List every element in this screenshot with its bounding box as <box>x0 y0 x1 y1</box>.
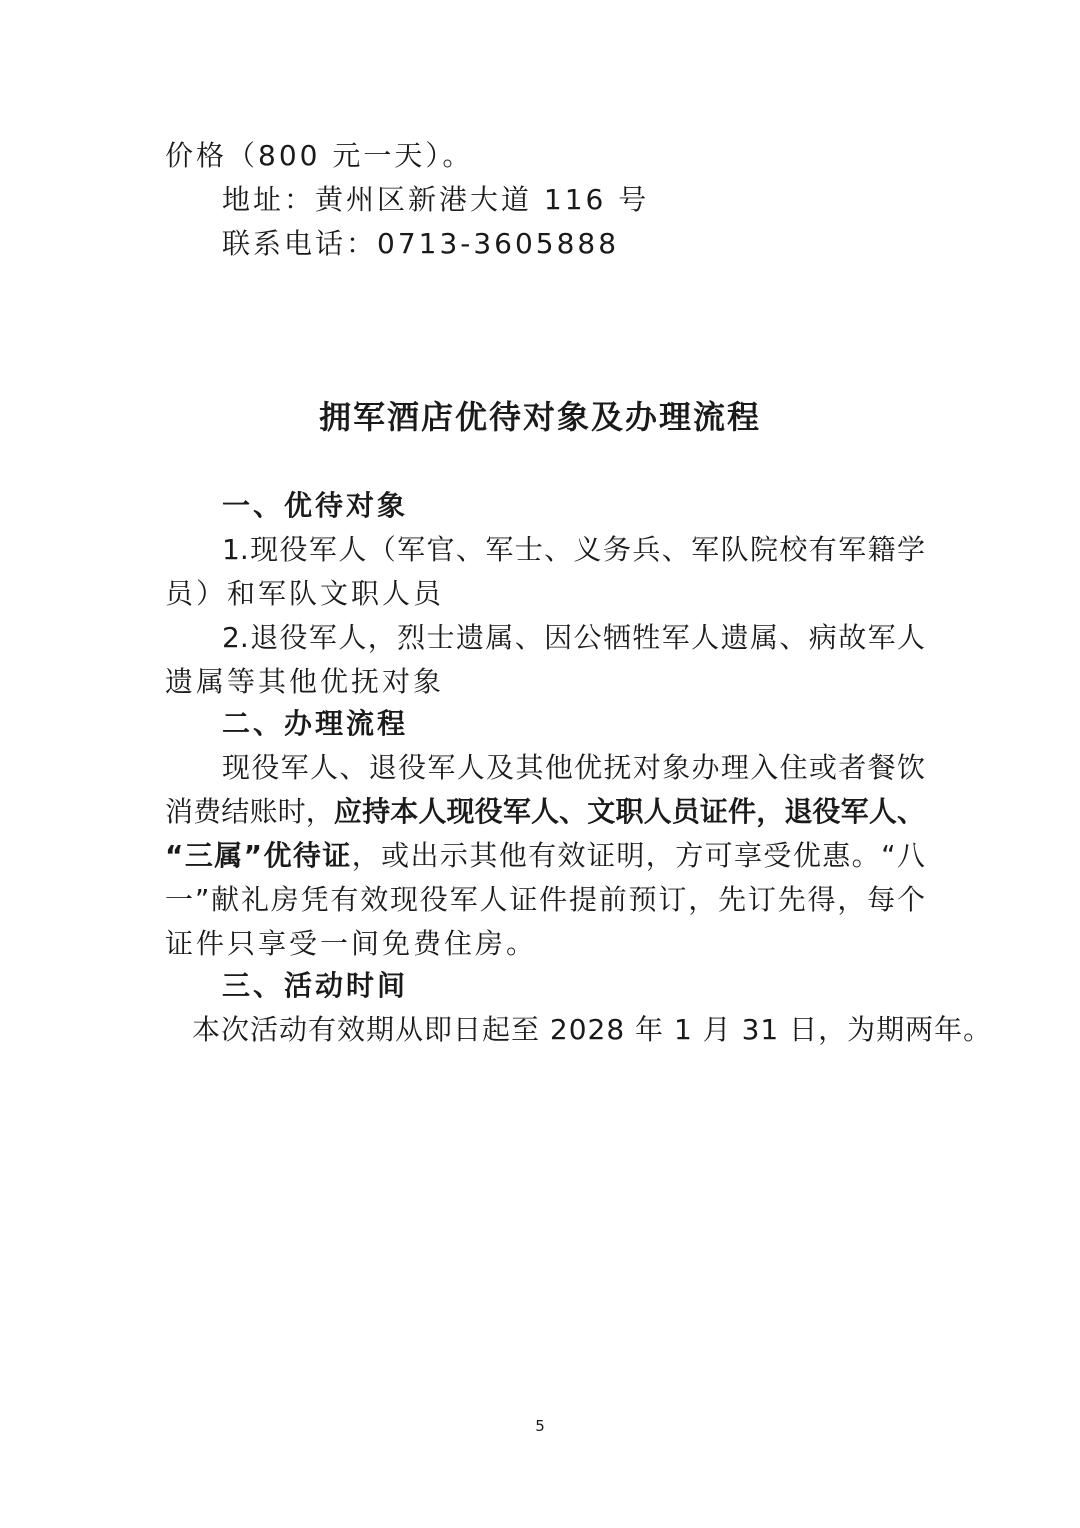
procedure-line-3 <box>165 834 925 878</box>
procedure-line-3-normal: ，或出示其他有效证明，方可享受优惠。“八 <box>351 839 925 872</box>
eligible-item-1-line-1: 1.现役军人（军官、军士、义务兵、军队院校有军籍学 <box>222 533 925 566</box>
document-title: 拥军酒店优待对象及办理流程 <box>318 398 761 436</box>
eligible-item-2-line-2: 遗属等其他优抚对象 <box>165 665 445 698</box>
procedure-line-2-normal: 消费结账时， <box>165 795 334 828</box>
address-line: 地址：黄州区新港大道 116 号 <box>222 183 650 216</box>
procedure-line-2 <box>165 790 925 834</box>
section-heading-procedure: 二、办理流程 <box>222 707 409 740</box>
page-number: 5 <box>535 1417 545 1435</box>
procedure-line-5: 证件只享受一间免费住房。 <box>165 927 538 960</box>
period-line-1: 本次活动有效期从即日起至 2028 年 1 月 31 日，为期两年。 <box>192 1013 993 1046</box>
section-heading-period: 三、活动时间 <box>222 969 409 1002</box>
phone-line: 联系电话：0713-3605888 <box>222 227 620 260</box>
procedure-line-3-bold: “三属”优待证 <box>165 839 352 872</box>
price-line: 价格（800 元一天）。 <box>165 139 474 172</box>
procedure-line-4: 一”献礼房凭有效现役军人证件提前预订，先订先得，每个 <box>165 883 925 916</box>
procedure-line-1: 现役军人、退役军人及其他优抚对象办理入住或者餐饮 <box>222 751 925 784</box>
procedure-line-2-bold: 应持本人现役军人、文职人员证件，退役军人、 <box>333 795 925 828</box>
section-heading-eligible: 一、优待对象 <box>222 489 409 522</box>
eligible-item-1-line-2: 员）和军队文职人员 <box>165 577 445 610</box>
eligible-item-2-line-1: 2.退役军人，烈士遗属、因公牺牲军人遗属、病故军人 <box>222 621 925 654</box>
